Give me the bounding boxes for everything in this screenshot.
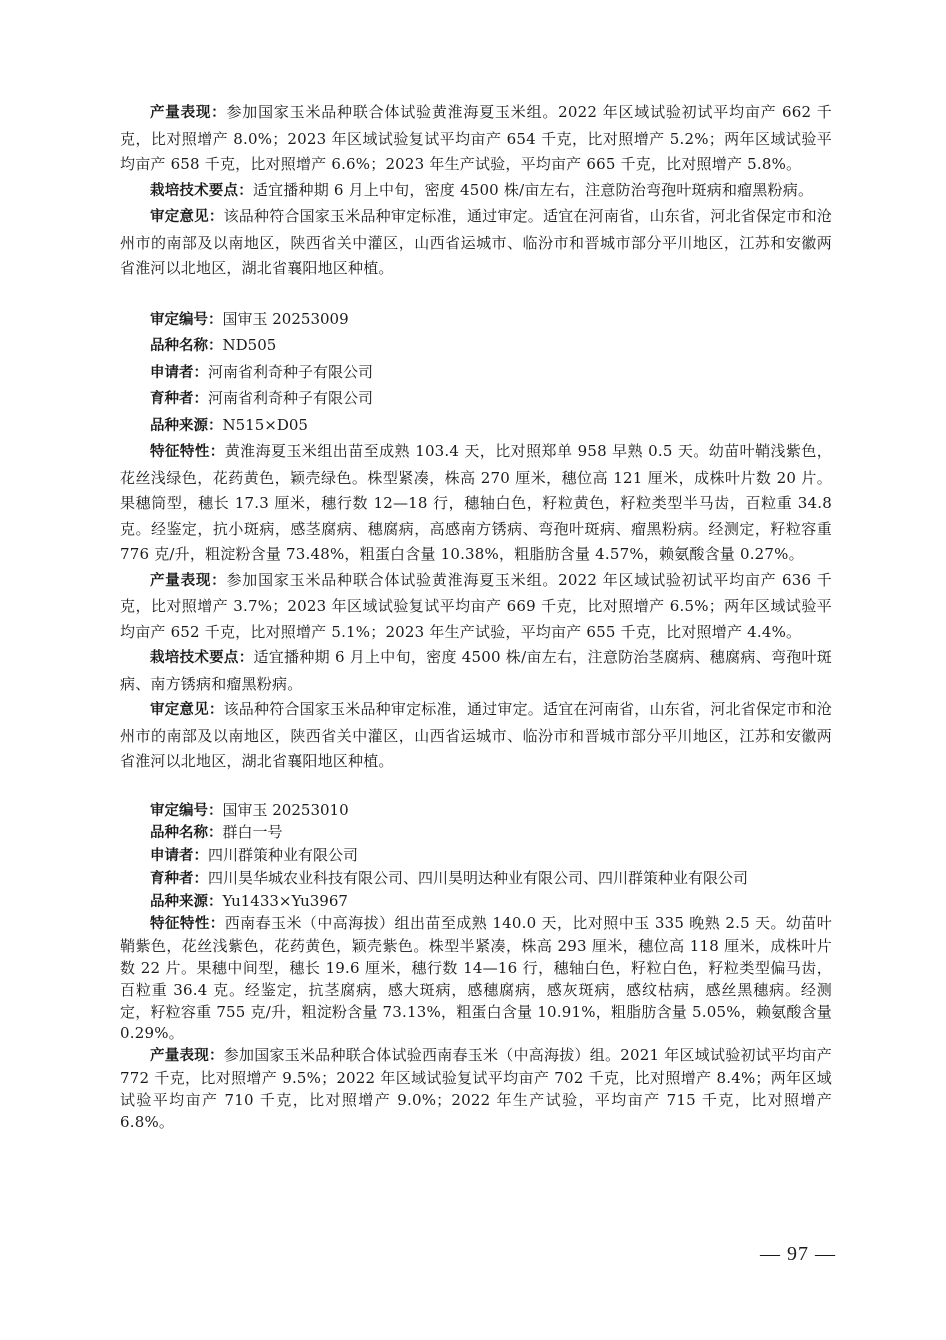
- field-label: 育种者：: [150, 870, 208, 887]
- yield-performance: [120, 1045, 832, 1133]
- section-label: 产量表现：: [150, 105, 227, 121]
- field-label: 申请者：: [150, 848, 208, 865]
- variety-source: [120, 891, 832, 914]
- breeder: [120, 868, 832, 891]
- variety-name: [120, 333, 832, 360]
- page-number: — 97 —: [760, 1243, 836, 1265]
- variety-name: [120, 822, 832, 845]
- variety-source: [120, 413, 832, 440]
- section-text: 该品种符合国家玉米品种审定标准，通过审定。适宜在河南省，山东省，河北省保定市和沧州市的南部及以南地区，陕西省关中灌区，山西省运城市、临汾市和晋城市部分平川地区，江苏和安徽两省淮河以北地区，湖北省襄阳地区种植。: [120, 207, 832, 277]
- section-label: 产量表现：: [150, 572, 227, 589]
- field-label: 品种名称：: [150, 338, 223, 354]
- field-label: 品种来源：: [150, 893, 223, 910]
- cultivation-tips: [120, 178, 832, 205]
- yield-performance: [120, 100, 832, 178]
- section-label: 栽培技术要点：: [150, 650, 254, 666]
- section-text: 黄淮海夏玉米组出苗至成熟 103.4 天，比对照郑单 958 早熟 0.5 天。幼苗叶鞘浅紫色，花丝浅绿色，花药黄色，颖壳绿色。株型紧凑，株高 270 厘米，穗位高 121 厘米，成株叶片数 20 片。果穗筒型，穗长 17.3 厘米，穗行数 12—18 行，穗轴白色，籽粒黄色，籽粒类型半马齿，百粒重 34.8 克。经鉴定，抗小斑病，感茎腐病、穗腐病，高感南方锈病、弯孢叶斑病、瘤黑粉病。经测定，籽粒容重 776 克/升，粗淀粉含量 73.48%，粗蛋白含量 10.38%，粗脂肪含量 4.57%，赖氨酸含量 0.27%。: [120, 442, 832, 563]
- section-text: 参加国家玉米品种联合体试验黄淮海夏玉米组。2022 年区域试验初试平均亩产 636 千克，比对照增产 3.7%；2023 年区域试验复试平均亩产 669 千克，比对照增产 6.5%；两年区域试验平均亩产 652 千克，比对照增产 5.1%；2023 年生产试验，平均亩产 655 千克，比对照增产 4.4%。: [120, 570, 833, 641]
- field-label: 育种者：: [150, 391, 208, 407]
- characteristics: [120, 913, 832, 1045]
- approval-opinion: [120, 697, 832, 775]
- field-label: 审定编号：: [150, 311, 223, 328]
- section-label: 审定意见：: [150, 702, 224, 718]
- variety-entry-nd505: [120, 307, 832, 775]
- applicant: [120, 360, 832, 387]
- section-label: 栽培技术要点：: [150, 182, 253, 199]
- yield-performance: [120, 568, 832, 646]
- field-value: N515×D05: [222, 415, 308, 434]
- section-text: 适宜播种期 6 月上中旬，密度 4500 株/亩左右，注意防治弯孢叶斑病和瘤黑粉病。: [252, 180, 814, 199]
- field-label: 品种来源：: [150, 417, 223, 434]
- cultivation-tips: [120, 645, 832, 697]
- field-value: 四川昊华城农业科技有限公司、四川昊明达种业有限公司、四川群策种业有限公司: [208, 868, 749, 887]
- field-value: Yu1433×Yu3967: [222, 891, 348, 910]
- field-value: 群白一号: [222, 823, 283, 842]
- variety-entry-qunbai-1: [120, 800, 832, 1134]
- characteristics: [120, 439, 832, 568]
- section-text: 适宜播种期 6 月上中旬，密度 4500 株/亩左右，注意防治茎腐病、穗腐病、弯孢叶斑病、南方锈病和瘤黑粉病。: [120, 648, 832, 693]
- section-label: 产量表现：: [150, 1048, 224, 1065]
- approval-number: [120, 800, 832, 823]
- approval-number: [120, 307, 832, 334]
- section-label: 审定意见：: [150, 209, 224, 225]
- section-text: 该品种符合国家玉米品种审定标准，通过审定。适宜在河南省，山东省，河北省保定市和沧州市的南部及以南地区，陕西省关中灌区，山西省运城市、临汾市和晋城市部分平川地区，江苏和安徽两省淮河以北地区，湖北省襄阳地区种植。: [120, 700, 832, 770]
- section-text: 西南春玉米（中高海拔）组出苗至成熟 140.0 天，比对照中玉 335 晚熟 2.5 天。幼苗叶鞘紫色，花丝浅紫色，花药黄色，颖壳紫色。株型半紧凑，株高 293 厘米，穗位高 118 厘米，成株叶片数 22 片。果穗中间型，穗长 19.6 厘米，穗行数 14—16 行，穗轴白色，籽粒白色，籽粒类型偏马齿，百粒重 36.4 克。经鉴定，抗茎腐病，感大斑病，感穗腐病，感灰斑病，感纹枯病，感丝黑穗病。经测定，籽粒容重 755 克/升，粗淀粉含量 73.13%，粗蛋白含量 10.91%，粗脂肪含量 5.05%，赖氨酸含量 0.29%。: [120, 914, 832, 1043]
- field-value: 河南省利奇种子有限公司: [208, 362, 374, 381]
- section-label: 特征特性：: [150, 444, 225, 460]
- field-label: 品种名称：: [150, 825, 223, 842]
- field-value: 国审玉 20253010: [222, 800, 349, 819]
- field-value: 河南省利奇种子有限公司: [208, 389, 374, 407]
- breeder: [120, 386, 832, 413]
- field-value: ND505: [222, 336, 277, 354]
- field-label: 申请者：: [150, 364, 208, 381]
- variety-entry-continued: [120, 100, 832, 282]
- applicant: [120, 845, 832, 868]
- field-label: 审定编号：: [150, 802, 223, 819]
- section-text: 参加国家玉米品种联合体试验西南春玉米（中高海拔）组。2021 年区域试验初试平均亩产 772 千克，比对照增产 9.5%；2022 年区域试验复试平均亩产 702 千克，比对照增产 8.4%；两年区域试验平均亩产 710 千克，比对照增产 9.0%；2022 年生产试验，平均亩产 715 千克，比对照增产 6.8%。: [120, 1046, 832, 1131]
- section-label: 特征特性：: [150, 916, 225, 933]
- section-text: 参加国家玉米品种联合体试验黄淮海夏玉米组。2022 年区域试验初试平均亩产 662 千克，比对照增产 8.0%；2023 年区域试验复试平均亩产 654 千克，比对照增产 5.2%；两年区域试验平均亩产 658 千克，比对照增产 6.6%；2023 年生产试验，平均亩产 665 千克，比对照增产 5.8%。: [120, 103, 833, 173]
- field-value: 四川群策种业有限公司: [208, 846, 359, 865]
- document-page: [120, 100, 832, 1133]
- field-value: 国审玉 20253009: [222, 309, 349, 328]
- approval-opinion: [120, 204, 832, 282]
